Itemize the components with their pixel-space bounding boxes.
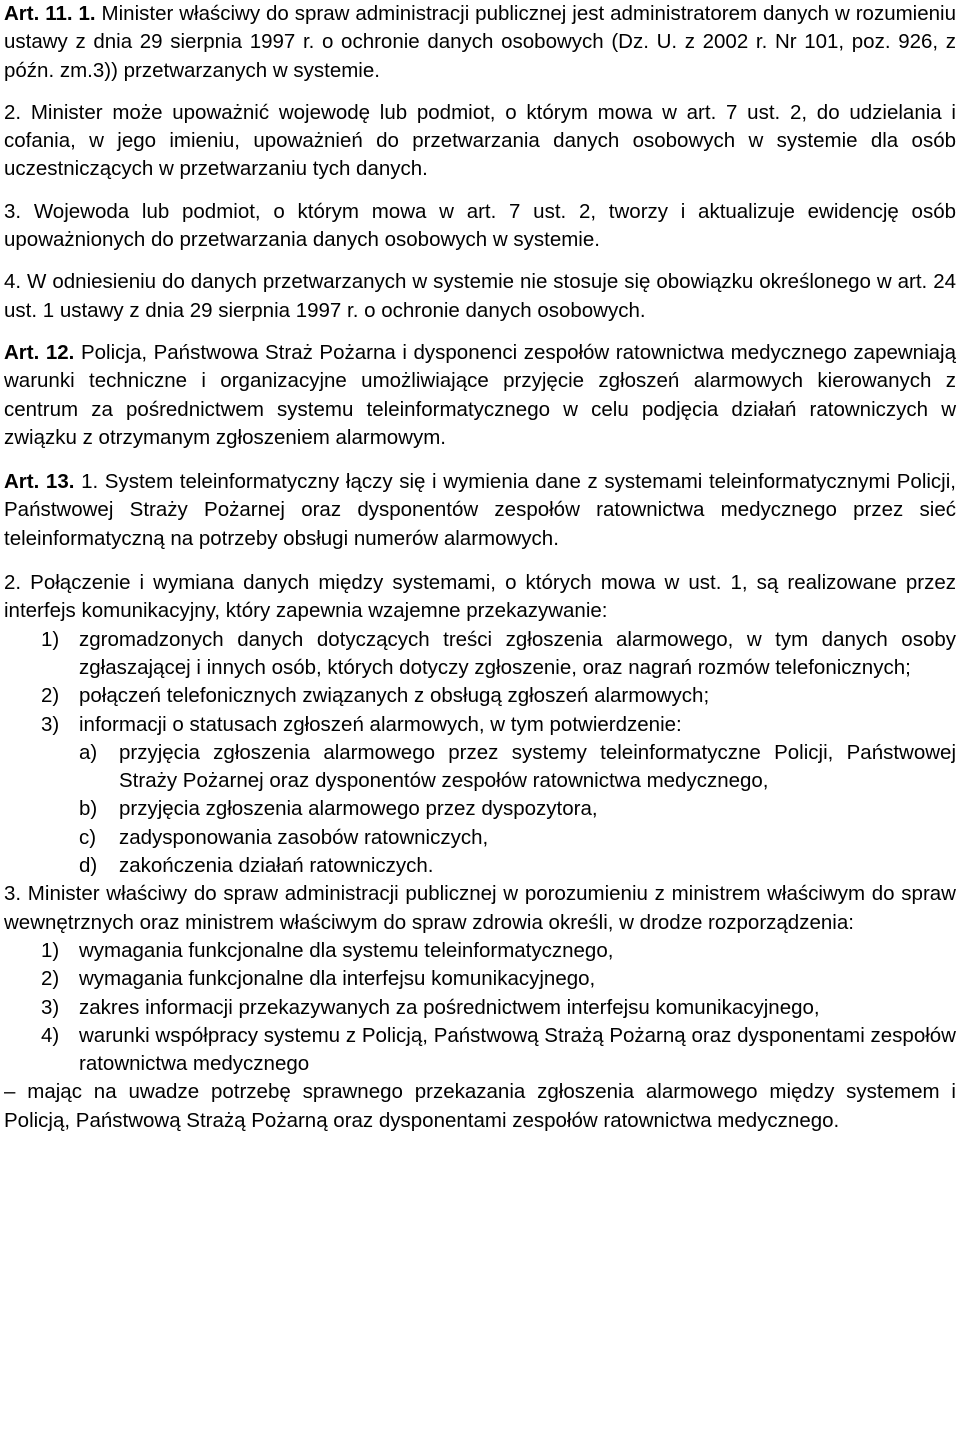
list-item — [4, 711, 956, 739]
sub-list-item-letter: a) — [79, 740, 98, 764]
sub-list-item-letter: d) — [79, 854, 98, 878]
list-item — [4, 1022, 956, 1079]
list-item-number: 3) — [41, 995, 60, 1019]
sub-list-item — [4, 852, 956, 880]
list-item-text: informacji o statusach zgłoszeń alarmowych, w tym potwierdzenie: — [79, 712, 682, 736]
art11-p1-text: Minister właściwy do spraw administracji publicznej jest administratorem danych w rozumieniu ustawy z dnia 29 sierpnia 1997 r. o ochronie danych osobowych (Dz. U. z 2002 r. Nr 101, poz. 926, z późn. zm.3)) przetwarzanych w systemie. — [4, 2, 956, 82]
list-item-number: 2) — [41, 967, 60, 991]
list-item-text: zakres informacji przekazywanych za pośrednictwem interfejsu komunikacyjnego, — [79, 995, 820, 1019]
art11-p1-number: 1. — [78, 2, 96, 25]
art13-header: Art. 13. — [4, 470, 75, 494]
list-item — [4, 937, 956, 965]
art11-para-1 — [4, 0, 956, 85]
list-item-number: 3) — [41, 712, 60, 736]
list-item-text: wymagania funkcjonalne dla systemu teleinformatycznego, — [79, 938, 614, 962]
art11-para-3: 3. Wojewoda lub podmiot, o którym mowa w art. 7 ust. 2, tworzy i aktualizuje ewidencję osób upoważnionych do przetwarzania danych osobowych w systemie. — [4, 199, 956, 252]
art12-text: Policja, Państwowa Straż Pożarna i dysponenci zespołów ratownictwa medycznego zapewniają warunki techniczne i organizacyjne umożliwiające przyjęcie zgłoszeń alarmowych kierowanych z centrum za pośrednictwem systemu teleinformatycznego w celu podjęcia działań ratowniczych w związku z otrzymanym zgłoszeniem alarmowym. — [4, 340, 956, 449]
list-item-number: 1) — [41, 627, 60, 651]
list-item-text: zgromadzonych danych dotyczących treści zgłoszenia alarmowego, w tym danych osoby zgłaszającej i innych osób, których dotyczy zgłoszenie, oraz nagrań rozmów telefonicznych; — [79, 627, 956, 679]
art13-p1-text: System teleinformatyczny łączy się i wymienia dane z systemami teleinformatycznymi Policji, Państwowej Straży Pożarnej oraz dysponentów zespołów ratownictwa medycznego przez sieć teleinformatyczną na potrzeby obsługi numerów alarmowych. — [4, 470, 956, 550]
list-item — [4, 626, 956, 683]
list-item-text: warunki współpracy systemu z Policją, Państwową Strażą Pożarną oraz dysponentami zespołów ratownictwa medycznego — [79, 1023, 956, 1076]
sub-list-item-text: zadysponowania zasobów ratowniczych, — [119, 825, 489, 849]
art11-header: Art. 11. — [4, 2, 73, 25]
art13-para-2: 2. Połączenie i wymiana danych między systemami, o których mowa w ust. 1, są realizowane przez interfejs komunikacyjny, który zapewnia wzajemne przekazywanie: — [4, 571, 956, 623]
art13-para-1 — [4, 468, 956, 553]
sub-list-item — [4, 824, 956, 852]
art11-para-2: 2. Minister może upoważnić wojewodę lub podmiot, o którym mowa w art. 7 ust. 2, do udzielania i cofania, w jego imieniu, upoważnień do przetwarzania danych osobowych w systemie dla osób uczestniczących w przetwarzaniu tych danych. — [4, 100, 956, 181]
sub-list-item-letter: c) — [79, 825, 97, 849]
sub-list-item-text: przyjęcia zgłoszenia alarmowego przez systemy teleinformatyczne Policji, Państwowej Straży Pożarnej oraz dysponentów zespołów ratownictwa medycznego, — [119, 740, 956, 793]
sub-list-item-text: zakończenia działań ratowniczych. — [119, 854, 434, 878]
list-item — [4, 965, 956, 993]
sub-list-item — [4, 795, 956, 823]
sub-list-item — [4, 739, 956, 796]
art13-p1-number: 1. — [81, 470, 99, 494]
art11-para-4: 4. W odniesieniu do danych przetwarzanych w systemie nie stosuje się obowiązku określonego w art. 24 ust. 1 ustawy z dnia 29 sierpnia 1997 r. o ochronie danych osobowych. — [4, 270, 956, 322]
list-item-number: 2) — [41, 684, 60, 708]
list-item-text: wymagania funkcjonalne dla interfejsu komunikacyjnego, — [79, 967, 596, 991]
sub-list-item-text: przyjęcia zgłoszenia alarmowego przez dyspozytora, — [119, 797, 598, 821]
art13-closing: – mając na uwadze potrzebę sprawnego przekazania zgłoszenia alarmowego między systemem i Policją, Państwową Strażą Pożarną oraz dysponentami zespołów ratownictwa medycznego. — [4, 1080, 956, 1132]
list-item-text: połączeń telefonicznych związanych z obsługą zgłoszeń alarmowych; — [79, 684, 710, 708]
art12-para — [4, 339, 956, 452]
art13-para-3: 3. Minister właściwy do spraw administracji publicznej w porozumieniu z ministrem właściwym do spraw wewnętrznych oraz ministrem właściwym do spraw zdrowia określi, w drodze rozporządzenia: — [4, 882, 956, 934]
list-item — [4, 994, 956, 1022]
list-item-number: 4) — [41, 1023, 60, 1047]
art12-header: Art. 12. — [4, 340, 75, 364]
list-item-number: 1) — [41, 938, 60, 962]
list-item — [4, 682, 956, 710]
sub-list-item-letter: b) — [79, 797, 98, 821]
